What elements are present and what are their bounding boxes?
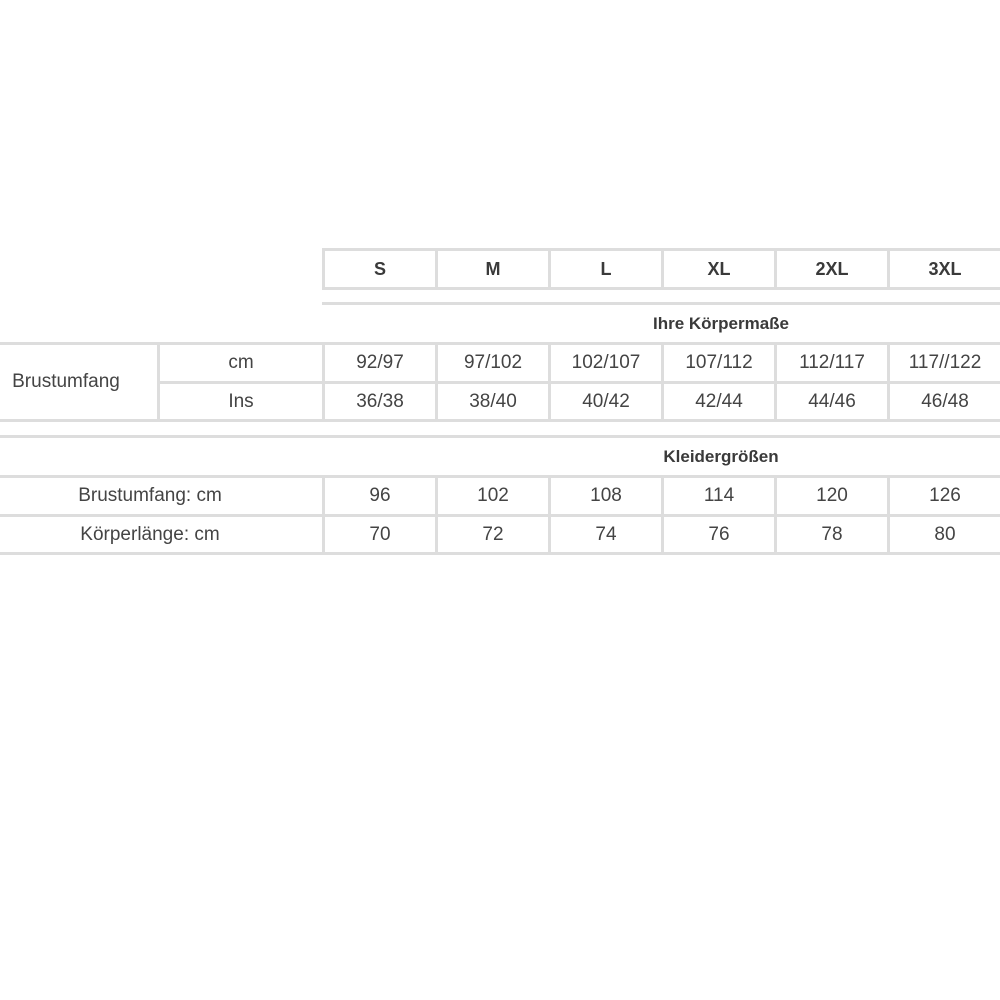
size-header-3xl: 3XL xyxy=(928,258,962,279)
size-header-l: L xyxy=(600,258,612,279)
table-cell: 102 xyxy=(477,485,509,506)
table-cell: 114 xyxy=(703,485,735,506)
table-cell: 44/46 xyxy=(808,391,856,412)
table-cell: 92/97 xyxy=(356,352,404,373)
row-label-chest-cm: Brustumfang: cm xyxy=(78,485,222,506)
table-cell: 126 xyxy=(929,485,961,506)
table-cell: 76 xyxy=(708,524,730,545)
table-cell: 102/107 xyxy=(571,352,641,373)
table-cell: 108 xyxy=(590,485,622,506)
row-group-label-chest: Brustumfang xyxy=(12,371,120,392)
table-cell: 36/38 xyxy=(356,391,404,412)
table-cell: 117//122 xyxy=(908,352,982,373)
table-cell: 74 xyxy=(595,524,617,545)
size-header-m: M xyxy=(485,258,501,279)
table-cell: 96 xyxy=(369,485,391,506)
table-cell: 40/42 xyxy=(582,391,630,412)
table-cell: 107/112 xyxy=(685,352,753,373)
table-cell: 97/102 xyxy=(463,352,523,373)
table-cell: 112/117 xyxy=(799,352,865,373)
table-cell: 72 xyxy=(482,524,504,545)
table-cell: 38/40 xyxy=(469,391,517,412)
unit-label-ins: Ins xyxy=(228,391,254,412)
unit-label-cm: cm xyxy=(228,352,254,373)
section-title-garment-sizes: Kleidergrößen xyxy=(663,447,779,466)
section-title-body-measurements: Ihre Körpermaße xyxy=(652,314,790,333)
table-cell: 42/44 xyxy=(695,391,743,412)
table-cell: 46/48 xyxy=(921,391,969,412)
size-header-s: S xyxy=(373,258,386,279)
size-header-2xl: 2XL xyxy=(815,258,849,279)
table-cell: 78 xyxy=(821,524,843,545)
table-cell: 70 xyxy=(369,524,391,545)
row-label-length-cm: Körperlänge: cm xyxy=(80,524,220,545)
table-cell: 80 xyxy=(934,524,956,545)
size-header-xl: XL xyxy=(707,258,731,279)
table-cell: 120 xyxy=(816,485,848,506)
